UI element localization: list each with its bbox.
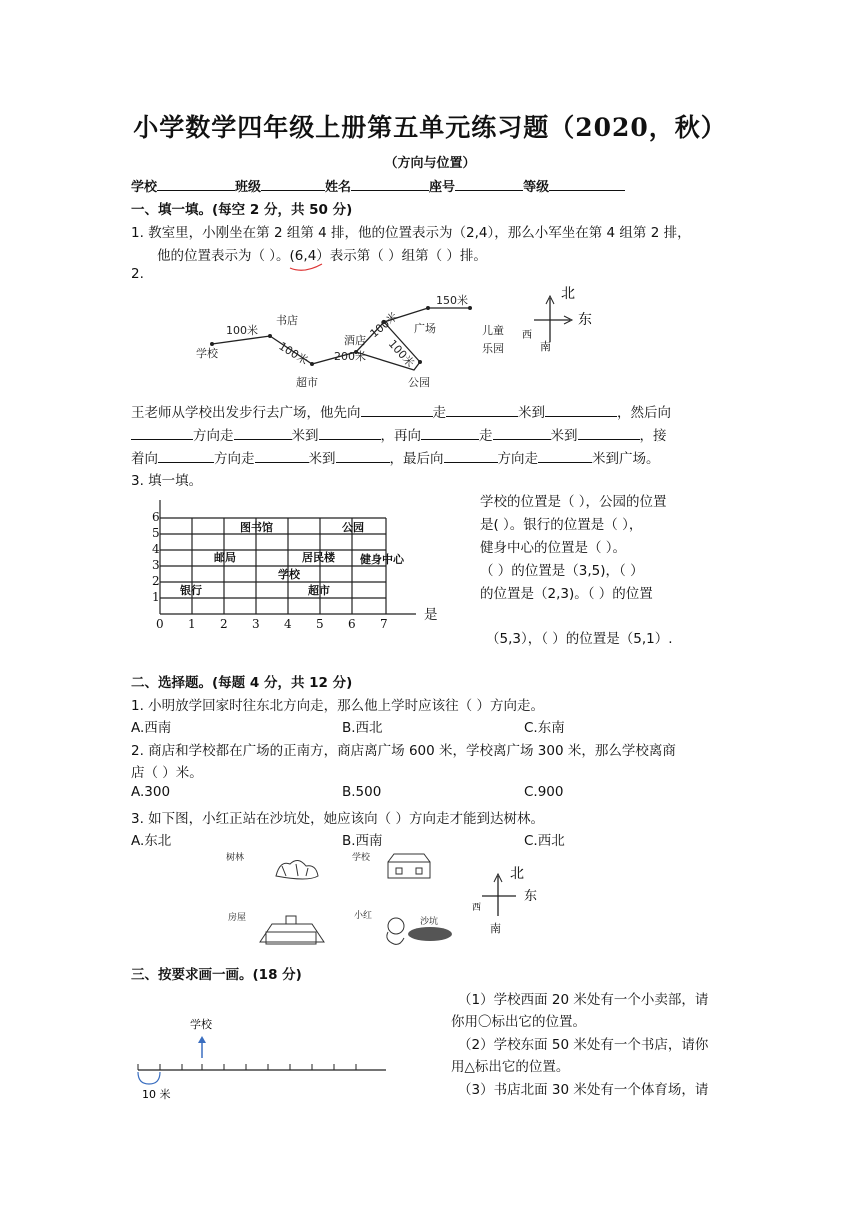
y-tick: 1 — [152, 590, 160, 604]
grid-library: 图书馆 — [240, 521, 273, 534]
blank[interactable] — [538, 450, 592, 463]
sandpit-picture — [220, 846, 550, 956]
s3-l3: （2）学校东面 50 米处有一个书店，请你 — [458, 1037, 709, 1053]
s2-q3-opt-b[interactable]: B.西南 — [342, 833, 383, 849]
pic-school: 学校 — [352, 853, 371, 863]
pic-north: 北 — [510, 866, 524, 882]
s2-q1: 1. 小明放学回家时往东北方向走，那么他上学时应该往（ ）方向走。 — [131, 698, 544, 714]
seat-blank[interactable] — [455, 178, 523, 191]
s2-q3-opt-c[interactable]: C.西北 — [524, 833, 565, 849]
y-tick: 5 — [152, 526, 160, 540]
compass-rose — [522, 286, 592, 353]
tree-icon — [276, 860, 318, 879]
x-tick: 3 — [252, 617, 260, 631]
x-tick: 1 — [188, 617, 196, 631]
blank[interactable] — [336, 450, 390, 463]
s2-q1-opt-c[interactable]: C.东南 — [524, 720, 565, 736]
name-blank[interactable] — [351, 178, 429, 191]
x-tick: 0 — [156, 617, 164, 631]
s2-q2-line2: 店（ ）米。 — [131, 765, 203, 781]
grade-blank[interactable] — [549, 178, 625, 191]
page-title: 小学数学四年级上册第五单元练习题（2020，秋） — [133, 113, 727, 142]
s1-q2-line3: 着向 方向走 米到 ，最后向 方向走 米到广场。 — [131, 451, 660, 467]
route-map — [190, 282, 610, 394]
blank[interactable] — [158, 450, 214, 463]
s3-l1: （1）学校西面 20 米处有一个小卖部，请 — [458, 992, 709, 1008]
map-bookstore: 书店 — [276, 314, 298, 327]
house-icon — [260, 916, 324, 944]
s3-l2: 你用〇标出它的位置。 — [451, 1014, 586, 1030]
s1-q2-num: 2. — [131, 266, 144, 282]
compass-north: 北 — [561, 286, 575, 302]
s2-q2-opt-a[interactable]: A.300 — [131, 784, 171, 800]
map-market: 超市 — [296, 376, 318, 389]
map-d5: 100米 — [385, 337, 417, 370]
compass-west: 西 — [522, 330, 532, 341]
blank[interactable] — [361, 404, 433, 417]
pic-forest: 树林 — [226, 853, 245, 863]
x-tick: 6 — [348, 617, 356, 631]
x-tick: 7 — [380, 617, 388, 631]
blank[interactable] — [255, 450, 309, 463]
sandpit-icon — [408, 927, 452, 941]
scale-bracket — [138, 1072, 160, 1084]
blank[interactable] — [444, 450, 498, 463]
section1-heading: 一、填一填。(每空 2 分，共 50 分) — [131, 202, 353, 218]
map-park: 公园 — [408, 376, 430, 389]
s1-q3-l2: 是( ）。银行的位置是（ ）， — [480, 517, 643, 533]
s2-q1-opt-b[interactable]: B.西北 — [342, 720, 383, 736]
x-tick: 2 — [220, 617, 228, 631]
scale-label: 10 米 — [142, 1088, 171, 1101]
s2-q2-opt-c[interactable]: C.900 — [524, 784, 564, 800]
s1-q2-line2: 方向走 米到 ，再向 走 米到 ，接 — [131, 424, 667, 444]
seat-label: 座号 — [429, 180, 456, 195]
s2-q1-opt-a[interactable]: A.西南 — [131, 720, 172, 736]
school-blank[interactable] — [157, 178, 235, 191]
s2-q2-opt-b[interactable]: B.500 — [342, 784, 382, 800]
blank[interactable] — [493, 427, 551, 440]
pic-xiaohong: 小红 — [354, 911, 373, 921]
s1-q1-line1: 1. 教室里，小刚坐在第 2 组第 4 排，他的位置表示为（2,4），那么小军坐在第 4 组第 2 排， — [131, 225, 691, 241]
map-d1: 100米 — [226, 324, 258, 337]
x-tick: 5 — [316, 617, 324, 631]
s1-q3-l3: 健身中心的位置是（ ）。 — [480, 540, 627, 556]
pic-house: 房屋 — [228, 913, 247, 923]
map-playground-1: 儿童 — [482, 324, 504, 337]
map-hotel: 酒店 — [344, 334, 366, 347]
page-subtitle: （方向与位置） — [384, 156, 476, 171]
pen-mark — [288, 262, 328, 274]
s3-l4: 用△标出它的位置。 — [451, 1059, 570, 1075]
class-blank[interactable] — [261, 178, 325, 191]
s1-q3-l4: （ ）的位置是（3,5)，（ ） — [480, 563, 644, 579]
grid-map — [146, 500, 446, 636]
pic-south: 南 — [490, 922, 501, 935]
section3-heading: 三、按要求画一画。(18 分) — [131, 967, 302, 983]
s2-q3-opt-a[interactable]: A.东北 — [131, 833, 172, 849]
class-label: 班级 — [235, 180, 262, 195]
map-d4: 100米 — [367, 309, 401, 341]
map-d3: 200米 — [334, 350, 366, 363]
grid-bank: 银行 — [180, 584, 202, 597]
map-playground-2: 乐园 — [482, 342, 504, 355]
blank[interactable] — [131, 427, 193, 440]
s1-q1-line2: 他的位置表示为（ ）。(6,4）表示第（ ）组第（ ）排。 — [157, 248, 487, 264]
blank[interactable] — [234, 427, 292, 440]
grid-post: 邮局 — [214, 551, 236, 564]
s1-q3-l6: （5,3），（ ）的位置是（5,1）. — [486, 631, 673, 647]
s1-q2-line1: 王老师从学校出发步行去广场，他先向 走 米到 ，然后向 — [131, 405, 671, 421]
s3-l5: （3）书店北面 30 米处有一个体育场，请 — [458, 1082, 709, 1098]
grade-label: 等级 — [523, 180, 550, 195]
name-label: 姓名 — [325, 180, 352, 195]
school-building-icon — [388, 854, 430, 878]
school-label: 学校 — [131, 180, 158, 195]
grid-park: 公园 — [342, 521, 364, 534]
y-tick: 6 — [152, 510, 160, 524]
pic-compass — [472, 866, 537, 935]
pic-east: 东 — [524, 889, 538, 904]
grid-gym: 健身中心 — [360, 553, 404, 566]
grid-residence: 居民楼 — [302, 551, 335, 564]
number-line-diagram — [130, 1014, 392, 1106]
compass-east: 东 — [578, 312, 592, 328]
s2-q2-line1: 2. 商店和学校都在广场的正南方，商店离广场 600 米，学校离广场 300 米，那么学校离商 — [131, 743, 676, 759]
map-square: 广场 — [414, 322, 436, 335]
s2-q3: 3. 如下图，小红正站在沙坑处，她应该向（ ）方向走才能到达树林。 — [131, 811, 544, 827]
blank[interactable] — [319, 427, 381, 440]
blank[interactable] — [446, 404, 518, 417]
pic-west: 西 — [472, 903, 482, 913]
y-tick: 2 — [152, 574, 160, 588]
map-d2: 100米 — [276, 339, 311, 368]
y-tick: 4 — [152, 542, 160, 556]
info-line — [131, 176, 625, 195]
blank[interactable] — [545, 404, 617, 417]
section2-heading: 二、选择题。(每题 4 分，共 12 分) — [131, 675, 353, 691]
grid-school: 学校 — [278, 568, 300, 581]
blank[interactable] — [578, 427, 640, 440]
grid-trailing: 是 — [424, 607, 438, 623]
girl-icon — [387, 918, 404, 944]
grid-market: 超市 — [308, 584, 330, 597]
blank[interactable] — [421, 427, 479, 440]
school-label: 学校 — [190, 1018, 212, 1031]
map-d6: 150米 — [436, 294, 468, 307]
s1-q3-l1: 学校的位置是（ ），公园的位置 — [480, 494, 667, 510]
compass-south: 南 — [540, 340, 551, 353]
pic-sandpit: 沙坑 — [420, 917, 439, 927]
map-school: 学校 — [196, 347, 218, 360]
school-arrow-icon — [198, 1036, 206, 1043]
s1-q3-l5: 的位置是（2,3)。（ ）的位置 — [480, 586, 653, 602]
s1-q3-num: 3. 填一填。 — [131, 473, 203, 489]
y-tick: 3 — [152, 558, 160, 572]
x-tick: 4 — [284, 617, 292, 631]
